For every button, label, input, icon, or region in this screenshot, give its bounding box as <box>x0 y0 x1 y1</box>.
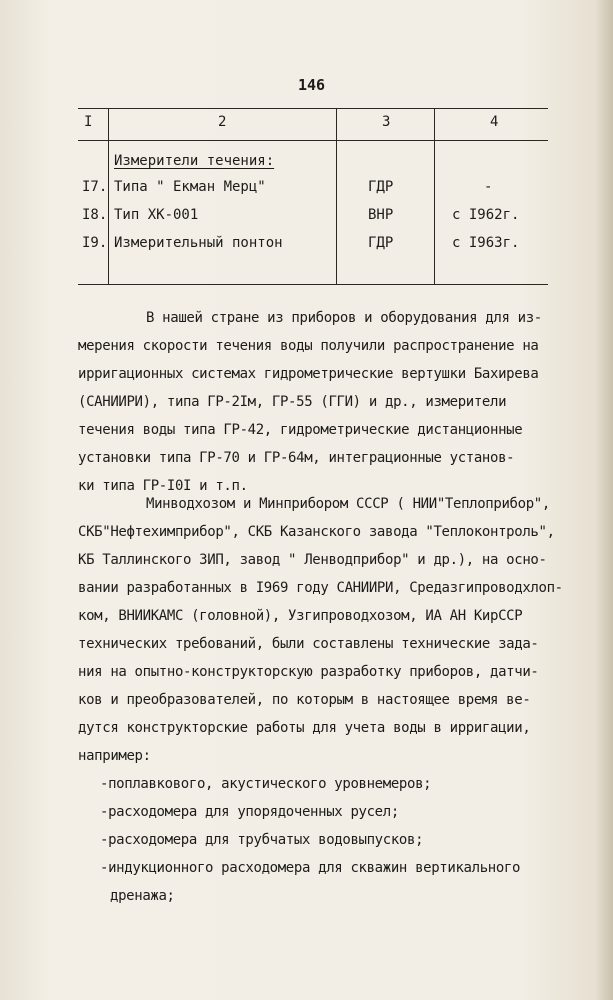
table-header-rule <box>78 140 548 141</box>
table-row-number: I8. <box>82 207 108 223</box>
paragraph-1-line: (САНИИРИ), типа ГР-2Iм, ГР-55 (ГГИ) и др., измерители <box>78 394 507 410</box>
table-row-year: - <box>484 179 493 195</box>
list-item: -расходомера для трубчатых водовыпусков; <box>100 832 424 848</box>
table-top-rule <box>78 108 548 109</box>
page-number: 146 <box>298 76 326 94</box>
paragraph-2-line: СКБ"Нефтехимприбор", СКБ Казанского завода "Теплоконтроль", <box>78 524 555 540</box>
table-row-name: Тип ХК-001 <box>114 207 199 223</box>
paragraph-1-line: ки типа ГР-I0I и т.п. <box>78 478 248 494</box>
table-row-year: с I962г. <box>452 207 520 223</box>
list-item: -расходомера для упорядоченных русел; <box>100 804 399 820</box>
column-divider-3 <box>434 108 435 284</box>
paragraph-2-line: например: <box>78 748 151 764</box>
table-group-title: Измерители течения: <box>114 153 275 169</box>
column-divider-1 <box>108 108 109 284</box>
paragraph-1-line: установки типа ГР-70 и ГР-64м, интеграционные установ- <box>78 450 515 466</box>
table-header-col-2: 2 <box>218 114 227 130</box>
table-bottom-rule <box>78 284 548 285</box>
paragraph-2-line: ком, ВНИИКАМС (головной), Узгипроводхозом, ИА АН КирССР <box>78 608 523 624</box>
table-header-col-4: 4 <box>490 114 499 130</box>
list-item-continuation: дренажа; <box>110 888 175 904</box>
table-row-name: Типа " Екман Мерц" <box>114 179 266 195</box>
table-row-number: I9. <box>82 235 108 251</box>
paragraph-1-line: ирригационных системах гидрометрические вертушки Бахирева <box>78 366 539 382</box>
paragraph-2-line: ков и преобразователей, по которым в настоящее время ве- <box>78 692 531 708</box>
paragraph-1-line: В нашей стране из приборов и оборудования для из- <box>146 310 542 326</box>
table-row-name: Измерительный понтон <box>114 235 283 251</box>
table-header-col-3: 3 <box>382 114 391 130</box>
paragraph-2-line: КБ Таллинского ЗИП, завод " Ленводприбор" и др.), на осно- <box>78 552 547 568</box>
paragraph-2-line: ния на опытно-конструкторскую разработку приборов, датчи- <box>78 664 539 680</box>
paragraph-2-line: вании разработанных в I969 году САНИИРИ, Средазгипроводхлоп- <box>78 580 563 596</box>
page-edge-shadow <box>595 0 613 1000</box>
table-row-year: с I963г. <box>452 235 520 251</box>
column-divider-2 <box>336 108 337 284</box>
list-item: -поплавкового, акустического уровнемеров; <box>100 776 432 792</box>
table-row-country: ГДР <box>368 179 394 195</box>
table-header-col-1: I <box>84 114 93 130</box>
list-item: -индукционного расходомера для скважин вертикального <box>100 860 521 876</box>
paragraph-1-line: течения воды типа ГР-42, гидрометрические дистанционные <box>78 422 523 438</box>
paragraph-2-line: Минводхозом и Минприбором СССР ( НИИ"Теплоприбор", <box>146 496 550 512</box>
paragraph-2-line: дутся конструкторские работы для учета воды в ирригации, <box>78 720 531 736</box>
table-row-number: I7. <box>82 179 108 195</box>
paragraph-2-line: технических требований, были составлены технические зада- <box>78 636 539 652</box>
paragraph-1-line: мерения скорости течения воды получили распространение на <box>78 338 539 354</box>
table-row-country: ГДР <box>368 235 394 251</box>
table-row-country: ВНР <box>368 207 394 223</box>
